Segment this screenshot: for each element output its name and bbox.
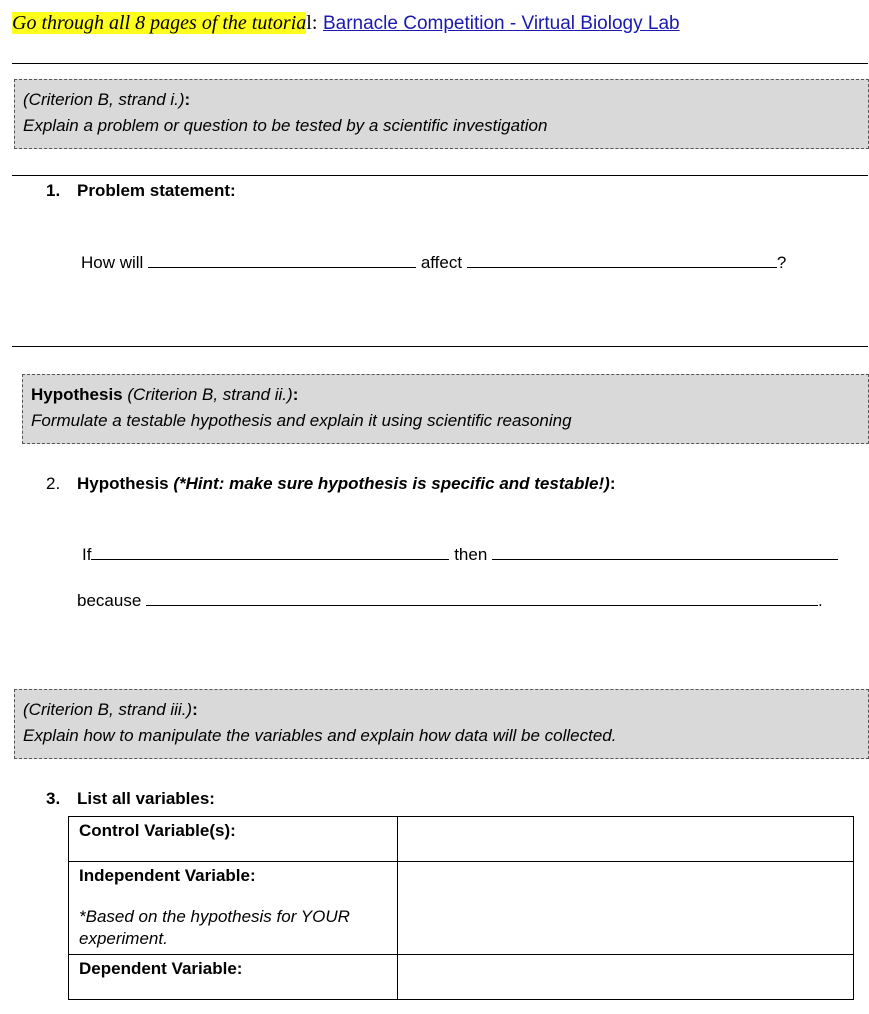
because-template bbox=[77, 589, 823, 611]
hypothesis-hint: (*Hint: make sure hypothesis is specific and testable!) bbox=[173, 474, 610, 493]
tutorial-instruction-tail: l: bbox=[306, 12, 318, 34]
because-blank[interactable] bbox=[146, 589, 818, 606]
then-blank[interactable] bbox=[492, 543, 838, 560]
dependent-variable-input[interactable] bbox=[398, 955, 854, 1000]
criterion-description: Explain a problem or question to be tested by a scientific investigation bbox=[23, 116, 548, 135]
criterion-colon: : bbox=[184, 90, 191, 109]
control-variable-input[interactable] bbox=[398, 817, 854, 862]
criterion-box-i bbox=[14, 79, 869, 149]
tutorial-instruction: Go through all 8 pages of the tutoria bbox=[12, 12, 307, 34]
table-row bbox=[69, 955, 854, 1000]
independent-blank[interactable] bbox=[148, 251, 416, 268]
then-label: then bbox=[454, 545, 488, 564]
if-blank[interactable] bbox=[91, 543, 449, 560]
criterion-colon: : bbox=[192, 700, 198, 719]
criterion-box-ii bbox=[22, 374, 869, 444]
intro-line bbox=[12, 12, 680, 35]
hypothesis-colon: : bbox=[609, 474, 616, 493]
variable-label-cell bbox=[69, 817, 398, 862]
independent-variable-note: *Based on the hypothesis for YOUR experiment. bbox=[79, 907, 350, 948]
independent-variable-label: Independent Variable: bbox=[79, 866, 256, 885]
if-label: If bbox=[82, 545, 92, 564]
question-number: 2. bbox=[46, 474, 61, 493]
variables-table bbox=[68, 816, 854, 1000]
criterion-colon: : bbox=[292, 385, 299, 404]
control-variable-label: Control Variable(s): bbox=[79, 821, 236, 840]
variables-title: List all variables: bbox=[77, 789, 215, 808]
criterion-description: Explain how to manipulate the variables and explain how data will be collected. bbox=[23, 726, 617, 745]
criterion-ref: (Criterion B, strand ii.) bbox=[127, 385, 293, 404]
section-divider bbox=[12, 175, 868, 176]
hypothesis-prefix: Hypothesis bbox=[31, 385, 123, 404]
criterion-ref: (Criterion B, strand iii.) bbox=[23, 700, 193, 719]
problem-statement-title: Problem statement: bbox=[77, 181, 236, 200]
if-then-template bbox=[82, 543, 838, 565]
problem-statement-template bbox=[81, 251, 786, 273]
question-number: 1. bbox=[46, 181, 61, 200]
how-will-label: How will bbox=[81, 253, 144, 272]
affect-label: affect bbox=[420, 253, 463, 272]
table-row bbox=[69, 862, 854, 955]
dependent-variable-label: Dependent Variable: bbox=[79, 959, 243, 978]
period: . bbox=[818, 591, 823, 610]
dependent-blank[interactable] bbox=[467, 251, 777, 268]
barnacle-lab-link[interactable]: Barnacle Competition - Virtual Biology Lab bbox=[322, 13, 680, 34]
independent-variable-input[interactable] bbox=[398, 862, 854, 955]
criterion-ref: (Criterion B, strand i.) bbox=[23, 90, 185, 109]
criterion-description: Formulate a testable hypothesis and explain it using scientific reasoning bbox=[31, 411, 572, 430]
hypothesis-title: Hypothesis bbox=[77, 474, 169, 493]
section-divider bbox=[12, 346, 868, 347]
hypothesis-heading bbox=[77, 474, 616, 494]
section-divider bbox=[12, 63, 868, 64]
because-label: because bbox=[77, 591, 142, 610]
variable-label-cell bbox=[69, 862, 398, 955]
variable-label-cell bbox=[69, 955, 398, 1000]
table-row bbox=[69, 817, 854, 862]
criterion-box-iii bbox=[14, 689, 869, 759]
question-mark: ? bbox=[776, 253, 787, 272]
question-number: 3. bbox=[46, 789, 61, 808]
